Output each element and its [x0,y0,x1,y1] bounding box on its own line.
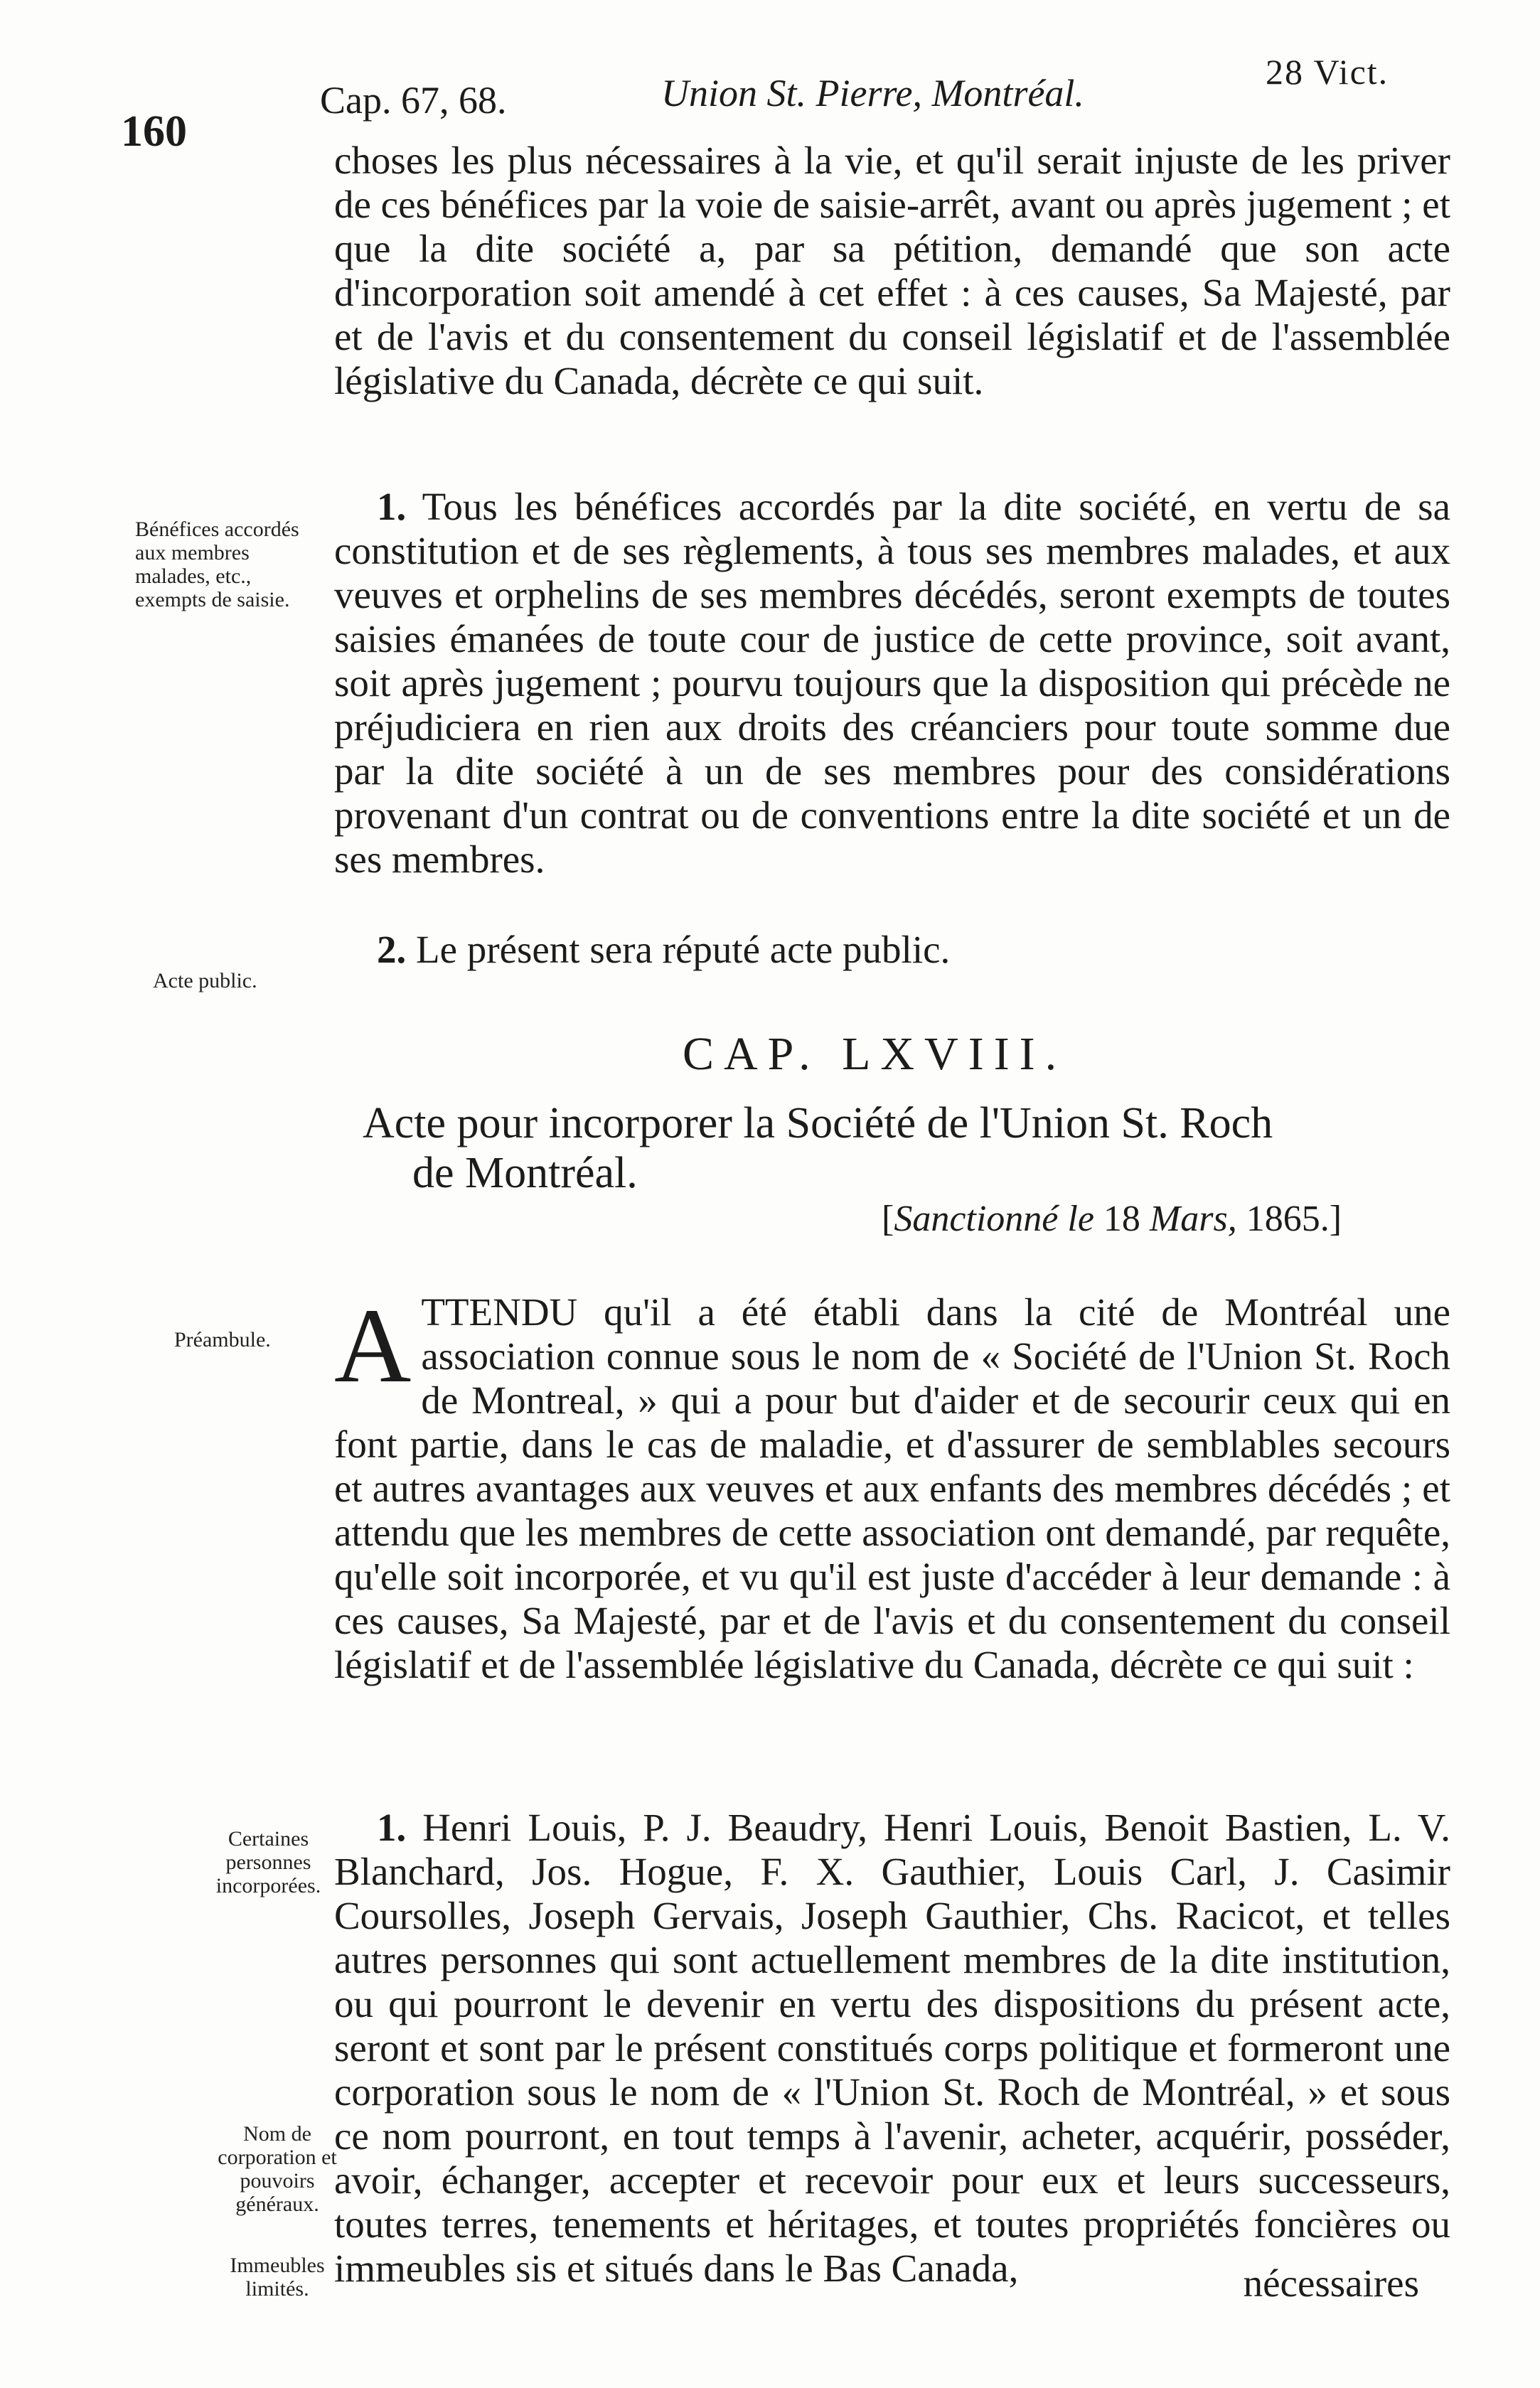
catchword: nécessaires [1243,2261,1419,2305]
section-text: Henri Louis, P. J. Beaudry, Henri Louis, Benoit Bastien, L. V. Blanchard, Jos. Hogue, F. X. Gauthier, Louis Carl, J. Casimir Coursolles, Joseph Gervais, Joseph Gauthier, Chs. Racicot, et telles autres personnes qui sont actuellement membres de la dite institution, ou qui pourront le devenir en vertu des dispositions du présent acte, seront et sont par le présent constitués corps politique et formeront une corporation sous le nom de « l'Union St. Roch de Montréal, » et sous ce nom pourront, en tout temps à l'avenir, acheter, acquérir, posséder, avoir, échanger, accepter et recevoir pour eux et leurs successeurs, toutes terres, tenements et héritages, et toutes propriétés foncières ou immeubles sis et situés dans le Bas Canada, [334,1806,1451,2290]
margin-note-preambule: Préambule. [174,1328,271,1351]
act-title-line-1: Acte pour incorporer la Société de l'Union St. Roch [363,1099,1273,1147]
margin-note-nom-corporation: Nom de corporation et pouvoirs généraux. [218,2122,337,2216]
margin-note-immeubles: Immeubles limités. [230,2254,325,2301]
chapter-reference: Cap. 67, 68. [320,79,507,122]
cap68-section-1 [334,1806,1450,2291]
margin-note-benefices: Bénéfices accordés aux membres malades, etc., exempts de saisie. [135,518,299,611]
act-title-line-2: de Montréal. [412,1149,638,1197]
cap67-section-2 [334,928,1450,972]
sanction-date: [Sanctionné le 18 Mars, 1865.] [882,1199,1342,1239]
section-number: 2. [377,928,407,971]
drop-cap: A [334,1287,412,1405]
section-text: Tous les bénéfices accordés par la dite société, en vertu de sa constitution et de ses règlements, à tous ses membres malades, et aux veuves et orphelins de ses membres décédés, seront exempts de toutes saisies émanées de toute cour de justice de cette province, soit avant, soit après jugement ; pourvu toujours que la disposition qui précède ne préjudiciera en rien aux droits des créanciers pour toute somme due par la dite société à un de ses membres pour des considérations provenant d'un contrat ou de conventions entre la dite société et un de ses membres. [334,485,1450,881]
cap67-intro-text: choses les plus nécessaires à la vie, et qu'il serait injuste de les priver de ces bénéfices par la voie de saisie-arrêt, avant ou après jugement ; et que la dite société a, par sa pétition, demandé que son acte d'incorporation soit amendé à cet effet : à ces causes, Sa Majesté, par et de l'avis et du consentement du conseil législatif et de l'assemblée législative du Canada, décrète ce qui suit. [334,139,1450,402]
section-text: Le présent sera réputé acte public. [416,928,951,971]
section-number: 1. [377,1806,407,1849]
page-number: 160 [121,107,187,156]
act-title [363,1098,1458,1198]
margin-note-acte-public: Acte public. [153,969,257,992]
cap67-section-1 [334,485,1450,882]
running-title: Union St. Pierre, Montréal. [661,72,1084,114]
regnal-year: 28 Vict. [1266,52,1389,92]
section-number: 1. [377,485,407,528]
cap67-intro [334,139,1450,403]
preamble [334,1287,1450,1687]
chapter-heading: CAP. LXVIII. [683,1028,1067,1080]
margin-note-certaines-personnes: Certaines personnes incorporées. [215,1827,321,1897]
preamble-text: TTENDU qu'il a été établi dans la cité de Montréal une association connue sous le nom de « Société de l'Union St. Roch de Montreal, » qui a pour but d'aider et de secourir ceux qui en font partie, dans le cas de maladie, et d'assurer de semblables secours et autres avantages aux veuves et aux enfants des membres décédés ; et attendu que les membres de cette association ont demandé, par requête, qu'elle soit incorporée, et vu qu'il est juste d'accéder à leur demande : à ces causes, Sa Majesté, par et de l'avis et du consentement du conseil législatif et de l'assemblée législative du Canada, décrète ce qui suit : [334,1290,1450,1686]
